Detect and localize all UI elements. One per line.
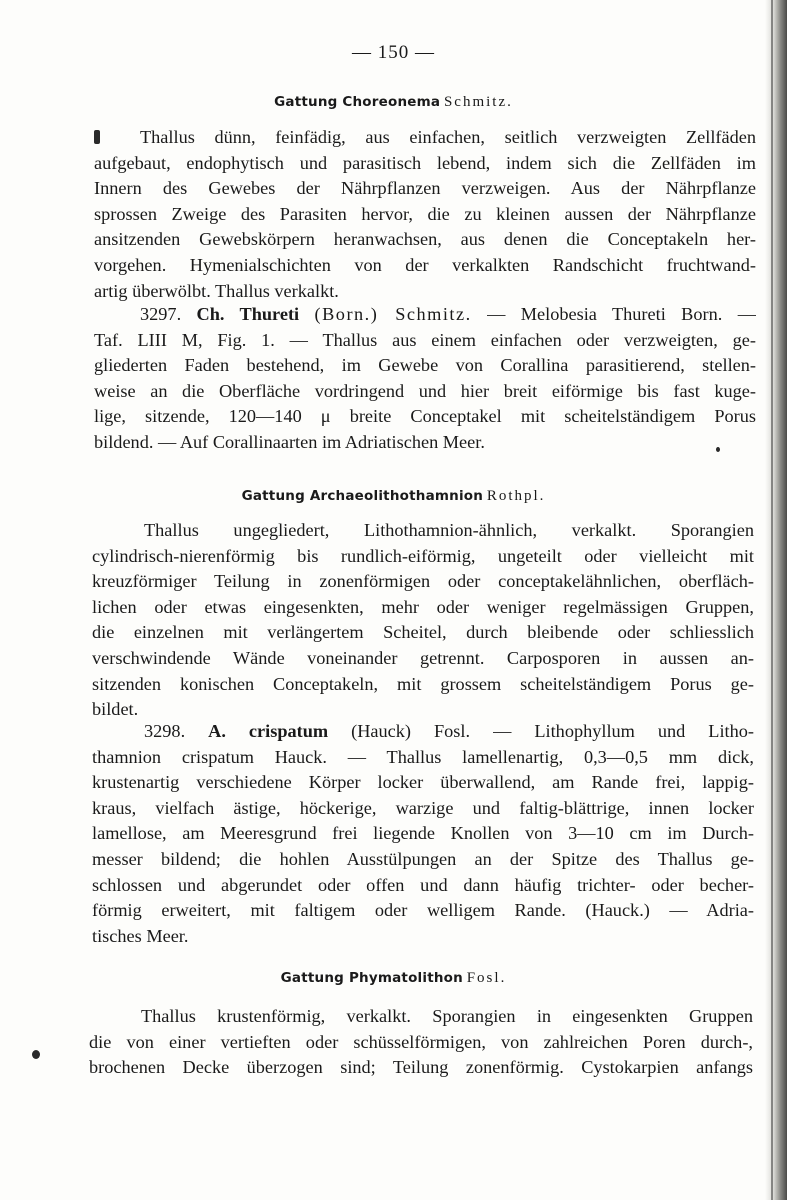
species-header-line	[94, 302, 756, 328]
species-authority: (Born.) Schmitz.	[314, 304, 472, 324]
species-name: A. crispatum	[208, 721, 329, 741]
text-line: brochenen Decke überzogen sind; Teilung zonenförmig. Cystokarpien anfangs	[89, 1057, 753, 1078]
text-line: verschwindende Wände voneinander getrennt. Carposporen in aussen an-	[92, 647, 754, 668]
species-entry-3298	[92, 719, 754, 949]
scan-speck	[94, 130, 100, 144]
text-line: Innern des Gewebes der Nährpflanzen verzweigen. Aus der Nährpflanze	[94, 178, 756, 199]
genus-author: Schmitz.	[443, 94, 513, 110]
species-authority: (Hauck) Fosl.	[351, 721, 471, 741]
text-line: die von einer vertieften oder schüsselförmigen, von zahlreichen Poren durch-,	[89, 1031, 753, 1052]
text-line: thamnion crispatum Hauck. — Thallus lamellenartig, 0,3—0,5 mm dick,	[92, 746, 754, 767]
page-edge-line	[771, 0, 773, 1200]
genus-description-archaeolithothamnion	[92, 518, 754, 723]
genus-heading-choreonema	[0, 94, 787, 111]
text-line: lamellose, am Meeresgrund frei liegende Knollen von 3—10 cm im Durch-	[92, 823, 754, 844]
text-line: förmig erweitert, mit faltigem oder welligem Rande. (Hauck.) — Adria-	[92, 900, 754, 921]
genus-heading-phymatolithon	[0, 970, 787, 987]
text-line: weise an die Oberfläche vordringend und hier breit eiförmige bis fast kuge-	[94, 380, 756, 401]
genus-description-phymatolithon	[89, 1004, 753, 1081]
genus-name: Gattung Phymatolithon	[280, 970, 463, 986]
genus-author: Fosl.	[466, 970, 507, 986]
genus-heading-archaeolithothamnion	[0, 488, 787, 505]
species-number: 3297.	[140, 304, 182, 324]
genus-description-choreonema	[94, 125, 756, 304]
synonym-text: — Melobesia Thureti Born. —	[487, 304, 756, 324]
genus-name: Gattung Archaeolithothamnion	[241, 488, 484, 504]
text-line: Taf. LIII M, Fig. 1. — Thallus aus einem einfachen oder verzweigten, ge-	[94, 329, 756, 350]
synonym-text: — Lithophyllum und Litho-	[493, 721, 754, 741]
scan-speck	[32, 1050, 40, 1059]
text-line: krustenartig verschiedene Körper locker überwallend, am Rande frei, lappig-	[92, 772, 754, 793]
genus-name: Gattung Choreonema	[274, 94, 441, 110]
text-line: messer bildend; die hohlen Ausstülpungen an der Spitze des Thallus ge-	[92, 848, 754, 869]
text-line: lige, sitzende, 120—140 μ breite Conceptakel mit scheitelständigem Porus	[94, 406, 756, 427]
text-line: artig überwölbt. Thallus verkalkt.	[94, 280, 339, 301]
text-line: cylindrisch-nierenförmig bis rundlich-eiförmig, ungeteilt oder vielleicht mit	[92, 545, 754, 566]
text-line: sprossen Zweige des Parasiten hervor, die zu kleinen aussen der Nährpflanze	[94, 203, 756, 224]
page-number: — 150 —	[352, 42, 435, 63]
text-line: vorgehen. Hymenialschichten von der verkalkten Randschicht fruchtwand-	[94, 254, 756, 275]
text-line: aufgebaut, endophytisch und parasitisch lebend, indem sich die Zellfäden im	[94, 152, 756, 173]
text-line: Thallus dünn, feinfädig, aus einfachen, seitlich verzweigten Zellfäden	[140, 127, 756, 147]
genus-author: Rothpl.	[486, 488, 546, 504]
text-line: Thallus krustenförmig, verkalkt. Sporangien in eingesenkten Gruppen	[141, 1006, 753, 1026]
text-line: tisches Meer.	[92, 925, 189, 946]
species-entry-3297	[94, 302, 756, 456]
text-line: ansitzenden Gewebskörpern heranwachsen, aus denen die Conceptakeln her-	[94, 229, 756, 250]
text-line: die einzelnen mit verlängertem Scheitel, durch bleibende oder schliesslich	[92, 622, 754, 643]
text-line: sitzenden konischen Conceptakeln, mit grossem scheitelständigem Porus ge-	[92, 673, 754, 694]
text-line: kraus, vielfach ästige, höckerige, warzige und faltig-blättrige, innen locker	[92, 797, 754, 818]
text-line: bildet.	[92, 699, 139, 720]
text-line: Thallus ungegliedert, Lithothamnion-ähnlich, verkalkt. Sporangien	[144, 520, 754, 540]
species-number: 3298.	[144, 721, 186, 741]
text-line: bildend. — Auf Corallinaarten im Adriatischen Meer.	[94, 431, 485, 452]
text-line: schlossen und abgerundet oder offen und dann häufig trichter- oder becher-	[92, 874, 754, 895]
text-line: lichen oder etwas eingesenkten, mehr oder weniger regelmässigen Gruppen,	[92, 596, 754, 617]
text-line: gliederten Faden bestehend, im Gewebe von Corallina parasitierend, stellen-	[94, 355, 756, 376]
page-edge-shadow	[765, 0, 787, 1200]
scan-speck	[716, 447, 720, 452]
species-header-line	[92, 719, 754, 745]
species-name: Ch. Thureti	[196, 304, 300, 324]
text-line: kreuzförmiger Teilung in zonenförmigen oder conceptakelähnlichen, oberfläch-	[92, 571, 754, 592]
